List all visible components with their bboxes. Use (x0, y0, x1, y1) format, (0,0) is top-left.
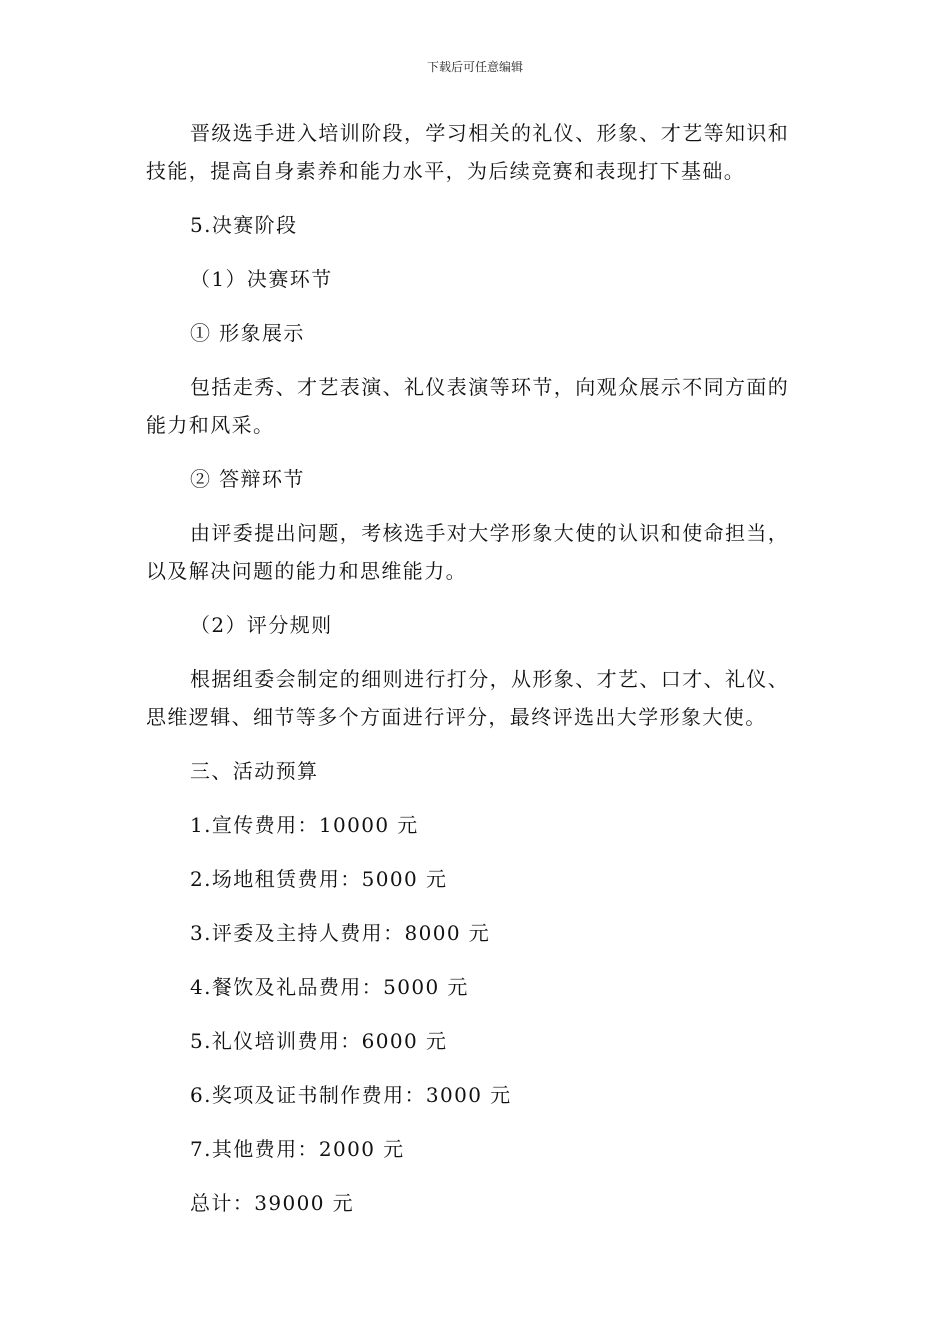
budget-item: 3.评委及主持人费用：8000 元 (190, 921, 491, 945)
budget-item: 5.礼仪培训费用：6000 元 (190, 1029, 448, 1053)
heading-image-display: ① 形象展示 (190, 321, 305, 345)
budget-item: 4.餐饮及礼品费用：5000 元 (190, 975, 469, 999)
heading-final-round: （1）决赛环节 (190, 267, 333, 291)
budget-item: 6.奖项及证书制作费用：3000 元 (190, 1083, 512, 1107)
budget-item: 2.场地租赁费用：5000 元 (190, 867, 448, 891)
heading-budget: 三、活动预算 (190, 759, 319, 783)
budget-item: 7.其他费用：2000 元 (190, 1137, 405, 1161)
paragraph-training: 晋级选手进入培训阶段，学习相关的礼仪、形象、才艺等知识和技能，提高自身素养和能力水平，为后续竞赛和表现打下基础。 (146, 121, 790, 183)
document-body (146, 114, 810, 1238)
budget-item: 1.宣传费用：10000 元 (190, 813, 419, 837)
paragraph-scoring-rules: 根据组委会制定的细则进行打分，从形象、才艺、口才、礼仪、思维逻辑、细节等多个方面进行评分，最终评选出大学形象大使。 (146, 667, 790, 729)
heading-qa-round: ② 答辩环节 (190, 467, 305, 491)
paragraph-qa-round: 由评委提出问题，考核选手对大学形象大使的认识和使命担当，以及解决问题的能力和思维能力。 (146, 521, 790, 583)
heading-scoring-rules: （2）评分规则 (190, 613, 333, 637)
budget-total: 总计：39000 元 (190, 1191, 354, 1215)
page-header-note: 下载后可任意编辑 (426, 60, 523, 74)
heading-final-stage: 5.决赛阶段 (190, 213, 298, 237)
paragraph-image-display: 包括走秀、才艺表演、礼仪表演等环节，向观众展示不同方面的能力和风采。 (146, 375, 790, 437)
